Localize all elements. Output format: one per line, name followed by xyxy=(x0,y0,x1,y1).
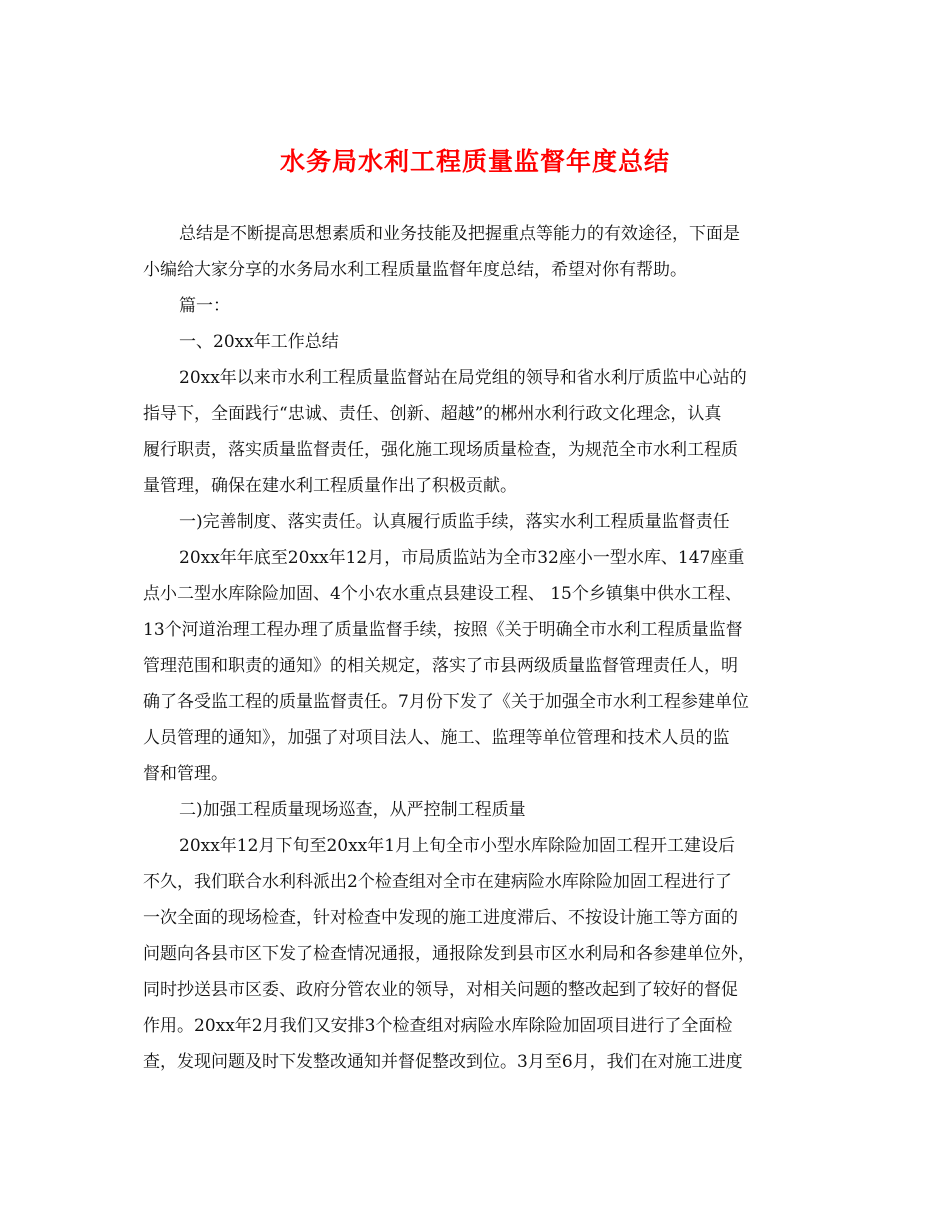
paragraph-line: 20xx年以来市水利工程质量监督站在局党组的领导和省水利厅质监中心站的 xyxy=(179,368,747,388)
paragraph-line: 督和管理。 xyxy=(143,764,228,784)
paragraph-line: 总结是不断提高思想素质和业务技能及把握重点等能力的有效途径，下面是 xyxy=(179,224,740,244)
paragraph-line: 问题向各县市区下发了检查情况通报，通报除发到县市区水利局和各参建单位外， xyxy=(143,944,755,964)
paragraph-line: 一次全面的现场检查，针对检查中发现的施工进度滞后、不按设计施工等方面的 xyxy=(143,908,738,928)
paragraph-line: 履行职责，落实质量监督责任，强化施工现场质量检查，为规范全市水利工程质 xyxy=(143,440,738,460)
section-heading: 二)加强工程质量现场巡查，从严控制工程质量 xyxy=(179,800,526,820)
paragraph-line: 量管理，确保在建水利工程质量作出了积极贡献。 xyxy=(143,476,517,496)
section-heading: 一、20xx年工作总结 xyxy=(179,332,339,352)
section-heading: 一)完善制度、落实责任。认真履行质监手续，落实水利工程质量监督责任 xyxy=(179,512,730,532)
paragraph-line: 20xx年12月下旬至20xx年1月上旬全市小型水库除险加固工程开工建设后 xyxy=(179,836,736,856)
paragraph-line: 指导下，全面践行“忠诚、责任、创新、超越”的郴州水利行政文化理念，认真 xyxy=(143,404,722,424)
paragraph-line: 点小二型水库除险加固、4个小农水重点县建设工程、 15个乡镇集中供水工程、 xyxy=(143,584,742,604)
paragraph-line: 人员管理的通知》，加强了对项目法人、施工、监理等单位管理和技术人员的监 xyxy=(143,728,730,748)
paragraph-line: 同时抄送县市区委、政府分管农业的领导，对相关问题的整改起到了较好的督促 xyxy=(143,980,738,1000)
paragraph-line: 小编给大家分享的水务局水利工程质量监督年度总结，希望对你有帮助。 xyxy=(143,260,687,280)
paragraph-line: 管理范围和职责的通知》的相关规定，落实了市县两级质量监督管理责任人，明 xyxy=(143,656,738,676)
paragraph-line: 确了各受监工程的质量监督责任。7月份下发了《关于加强全市水利工程参建单位 xyxy=(143,692,749,712)
paragraph-line: 20xx年年底至20xx年12月，市局质监站为全市32座小一型水库、147座重 xyxy=(179,548,745,568)
document-title: 水务局水利工程质量监督年度总结 xyxy=(279,147,670,176)
paragraph-line: 13个河道治理工程办理了质量监督手续，按照《关于明确全市水利工程质量监督 xyxy=(143,620,743,640)
paragraph-line: 作用。20xx年2月我们又安排3个检查组对病险水库除险加固项目进行了全面检 xyxy=(143,1016,733,1036)
paragraph-line: 篇一： xyxy=(179,296,230,316)
paragraph-line: 不久，我们联合水利科派出2个检查组对全市在建病险水库除险加固工程进行了 xyxy=(143,872,732,892)
paragraph-line: 查，发现问题及时下发整改通知并督促整改到位。3月至6月，我们在对施工进度 xyxy=(143,1052,743,1072)
